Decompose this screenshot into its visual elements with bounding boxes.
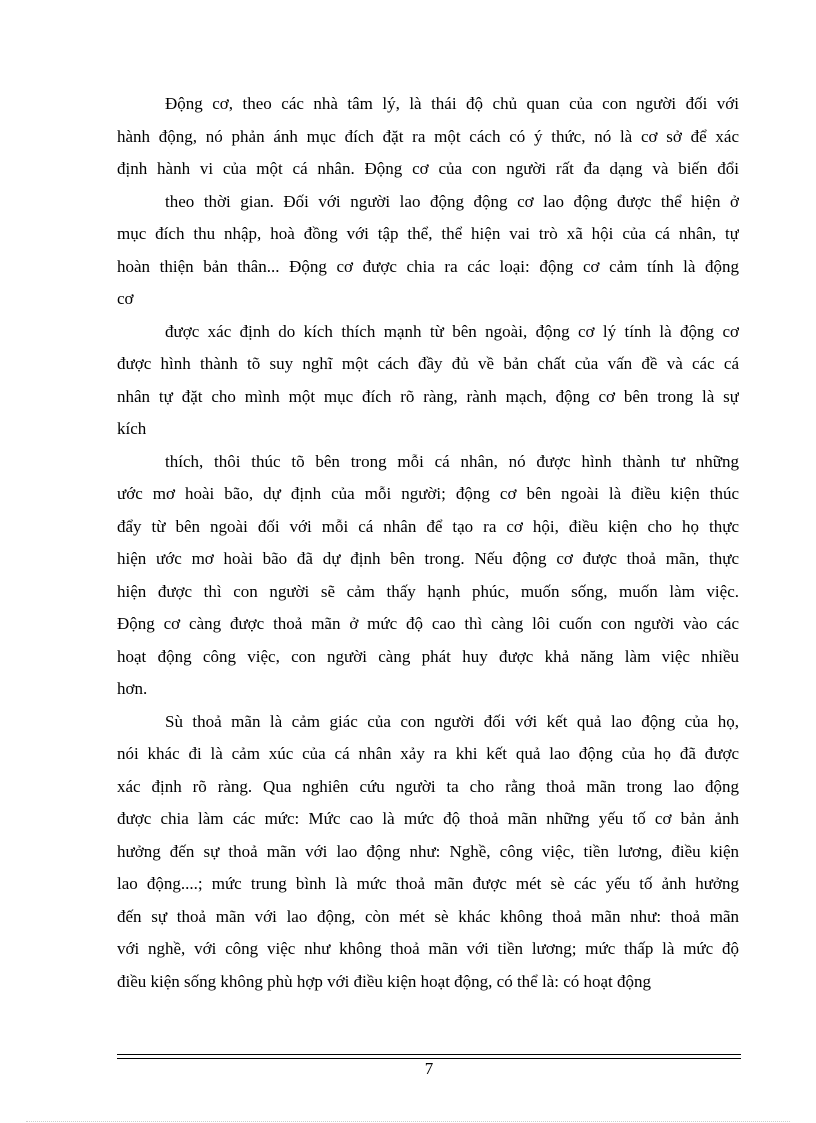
text-line: được xác định do kích thích mạnh từ bên ngoài, động cơ lý tính là động cơ	[165, 321, 739, 341]
text-line: hoàn thiện bản thân... Động cơ được chia ra các loại: động cơ cảm tính là động	[117, 256, 739, 276]
text-line: được hình thành tõ suy nghĩ một cách đầy đủ về bản chất của vấn đề và các cá	[117, 354, 739, 373]
text-line: Sù thoả mãn là cảm giác của con người đối với kết quả lao động của họ,	[165, 711, 739, 731]
text-line: hoạt động công việc, con người càng phát huy được khả năng làm việc nhiều	[117, 646, 739, 666]
footer-rule-top	[117, 1054, 741, 1055]
text-line: với nghề, với công việc như không thoả mãn với tiền lương; mức thấp là mức độ	[117, 939, 739, 958]
text-line: nói khác đi là cảm xúc của cá nhân xảy ra khi kết quả lao động của họ đã được	[117, 744, 739, 763]
text-line: hưởng đến sự thoả mãn với lao động như: Nghề, công việc, tiền lương, điều kiện	[117, 841, 739, 861]
text-line: đến sự thoả mãn với lao động, còn mét sè khác không thoả mãn như: thoả mãn	[117, 906, 739, 926]
text-line: cơ	[117, 289, 134, 308]
body-text	[117, 88, 739, 998]
text-line: nhân tự đặt cho mình một mục đích rõ ràng, rành mạch, động cơ bên trong là sự	[117, 386, 739, 406]
text-line: hơn.	[117, 679, 148, 698]
text-line: theo thời gian. Đối với người lao động động cơ lao động được thể hiện ở	[165, 191, 739, 211]
page-edge-divider	[26, 1121, 790, 1122]
text-line: ước mơ hoài bão, dự định của mỗi người; động cơ bên ngoài là điều kiện thúc	[117, 484, 739, 503]
text-line: được chia làm các mức: Mức cao là mức độ thoả mãn những yếu tố cơ bản ảnh	[117, 809, 739, 828]
text-line: hiện ước mơ hoài bão đã dự định bên trong. Nếu động cơ được thoả mãn, thực	[117, 549, 739, 568]
text-line: lao động....; mức trung bình là mức thoả mãn được mét sè các yếu tố ảnh hưởng	[117, 874, 739, 893]
text-line: định hành vi của một cá nhân. Động cơ của con người rất đa dạng và biến đổi	[117, 159, 739, 178]
text-line: xác định rõ ràng. Qua nghiên cứu người ta cho rằng thoả mãn trong lao động	[117, 776, 739, 796]
text-line: điều kiện sống không phù hợp với điều kiện hoạt động, có thể là: có hoạt động	[117, 971, 652, 991]
text-line: kích	[117, 419, 147, 438]
text-line: mục đích thu nhập, hoà đồng với tập thể, thể hiện vai trò xã hội của cá nhân, tự	[117, 224, 739, 243]
text-line: Động cơ càng được thoả mãn ở mức độ cao thì càng lôi cuốn con người vào các	[117, 614, 739, 633]
text-line: hành động, nó phản ánh mục đích đặt ra một cách có ý thức, nó là cơ sở để xác	[117, 126, 739, 146]
text-line: hiện được thì con người sẽ cảm thấy hạnh phúc, muốn sống, muốn làm việc.	[117, 581, 739, 601]
text-line: thích, thôi thúc tõ bên trong mỗi cá nhân, nó được hình thành tư những	[165, 451, 739, 471]
page-number: 7	[424, 1059, 434, 1078]
text-line: đẩy từ bên ngoài đối với mỗi cá nhân để tạo ra cơ hội, điều kiện cho họ thực	[117, 516, 739, 536]
text-line: Động cơ, theo các nhà tâm lý, là thái độ chủ quan của con người đối với	[165, 94, 739, 113]
